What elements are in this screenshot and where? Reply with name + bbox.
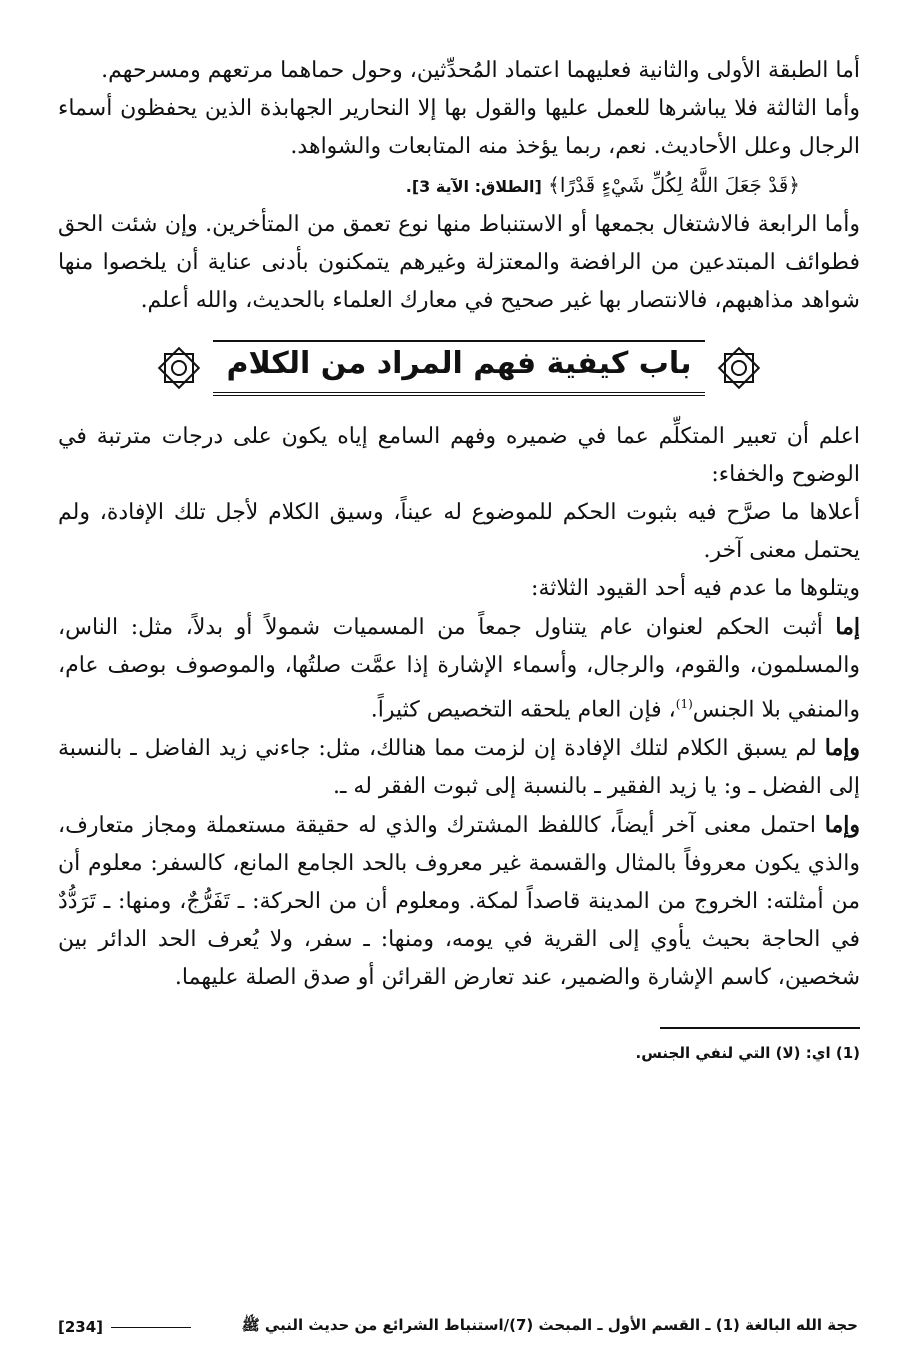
quran-verse [58,166,860,206]
paragraph-fourth-tier: وأما الرابعة فالاشتغال بجمعها أو الاستنباط منها نوع تعمق من المتأخرين. وإن شئت الحق فطوائف المبتدعين من الرافضة والمعتزلة وغيرهم يتمكنون بأدنى عناية أن يلخصوا منها شواهد مذاهبهم، فالانتصار بها غير صحيح في معارك العلماء بالحديث، والله أعلم. [58,212,860,313]
paragraph-text: احتمل معنى آخر أيضاً، كاللفظ المشترك والذي له حقيقة مستعملة ومجاز متعارف، والذي يكون معروفاً بالمثال والقسمة غير معروف بالحد الجامع المانع، كالسفر: معلوم أن من أمثلته: الخروج من المدينة قاصداً لمكة. ومعلوم أن من الحركة: ـ تَفَرُّجٌ، ومنها: ـ تَرَدُّدٌ في الحاجة بحيث يأوي إلى القرية في يومه، ومنها: ـ سفر، ولا يُعرف الحد الدائر بين شخصين، كاسم الإشارة والضمير، عند تعارض القرائن أو صدق الصلة عليهما. [58,813,860,991]
footnote-text: اي: (لا) التي لنفي الجنس. [635,1044,831,1063]
footnote-marker[interactable]: (1) [675,697,693,711]
page-number-group [58,1318,191,1336]
paragraph-wa-imma-first [58,729,860,806]
lead-word: وإما [824,735,860,762]
paragraph-intro: اعلم أن تعبير المتكلِّم عما في ضميره وفهم السامع إياه يكون على درجات مترتبة في الوضوح والخفاء: [58,424,860,487]
page-footer [58,1316,858,1338]
paragraph-next-degree: ويتلوها ما عدم فيه أحد القيود الثلاثة: [531,576,860,601]
footnote [58,1041,860,1065]
verse-text: ﴿قَدْ جَعَلَ اللَّهُ لِكُلِّ شَيْءٍ قَدْرًا﴾ [548,173,800,197]
paragraph-imma [58,608,860,729]
paragraph-wa-imma-second [58,806,860,997]
running-title: حجة الله البالغة (1) ـ القسم الأول ـ المبحث (7)/استنباط الشرائع من حديث النبي ﷺ [241,1316,858,1334]
footnote-number: (1) [835,1044,860,1063]
paragraph-highest-degree: أعلاها ما صرَّح فيه بثبوت الحكم للموضوع له عيناً، وسيق الكلام لأجل تلك الإفادة، ولم يحتمل معنى آخر. [58,500,860,563]
paragraph-first-second-tier: أما الطبقة الأولى والثانية فعليهما اعتماد المُحدِّثين، وحول حماهما مرتعهم ومسرحهم. [101,58,860,83]
section-heading-row [58,340,860,396]
footer-rule [111,1327,191,1328]
paragraph-text: أثبت الحكم لعنوان عام يتناول جمعاً من المسميات شمولاً أو بدلاً، مثل: الناس، والمسلمون، والقوم، والرجال، وأسماء الإشارة إذا عمَّت صلتُها، والموصوف بوصف عام، والمنفي بلا الجنس [58,615,860,723]
octagram-ornament-icon [155,344,203,392]
lead-word: وإما [824,812,860,839]
paragraph-text: ، فإن العام يلحقه التخصيص كثيراً. [370,697,676,723]
page-number: [234] [58,1318,104,1336]
footnote-divider [660,1027,860,1029]
octagram-ornament-icon [715,344,763,392]
section-heading: باب كيفية فهم المراد من الكلام [213,340,706,396]
paragraph-text: لم يسبق الكلام لتلك الإفادة إن لزمت مما هنالك، مثل: جاءني زيد الفاضل ـ بالنسبة إلى الفضل ـ و: يا زيد الفقير ـ بالنسبة إلى ثبوت الفقر له ـ. [58,736,860,800]
lead-word: إما [835,614,860,640]
verse-reference: [الطلاق: الآية 3]. [405,177,542,196]
paragraph-third-tier: وأما الثالثة فلا يباشرها للعمل عليها والقول بها إلا النحارير الجهابذة الذين يحفظون أسماء الرجال وعلل الأحاديث. نعم، ربما يؤخذ منه المتابعات والشواهد. [58,96,860,159]
